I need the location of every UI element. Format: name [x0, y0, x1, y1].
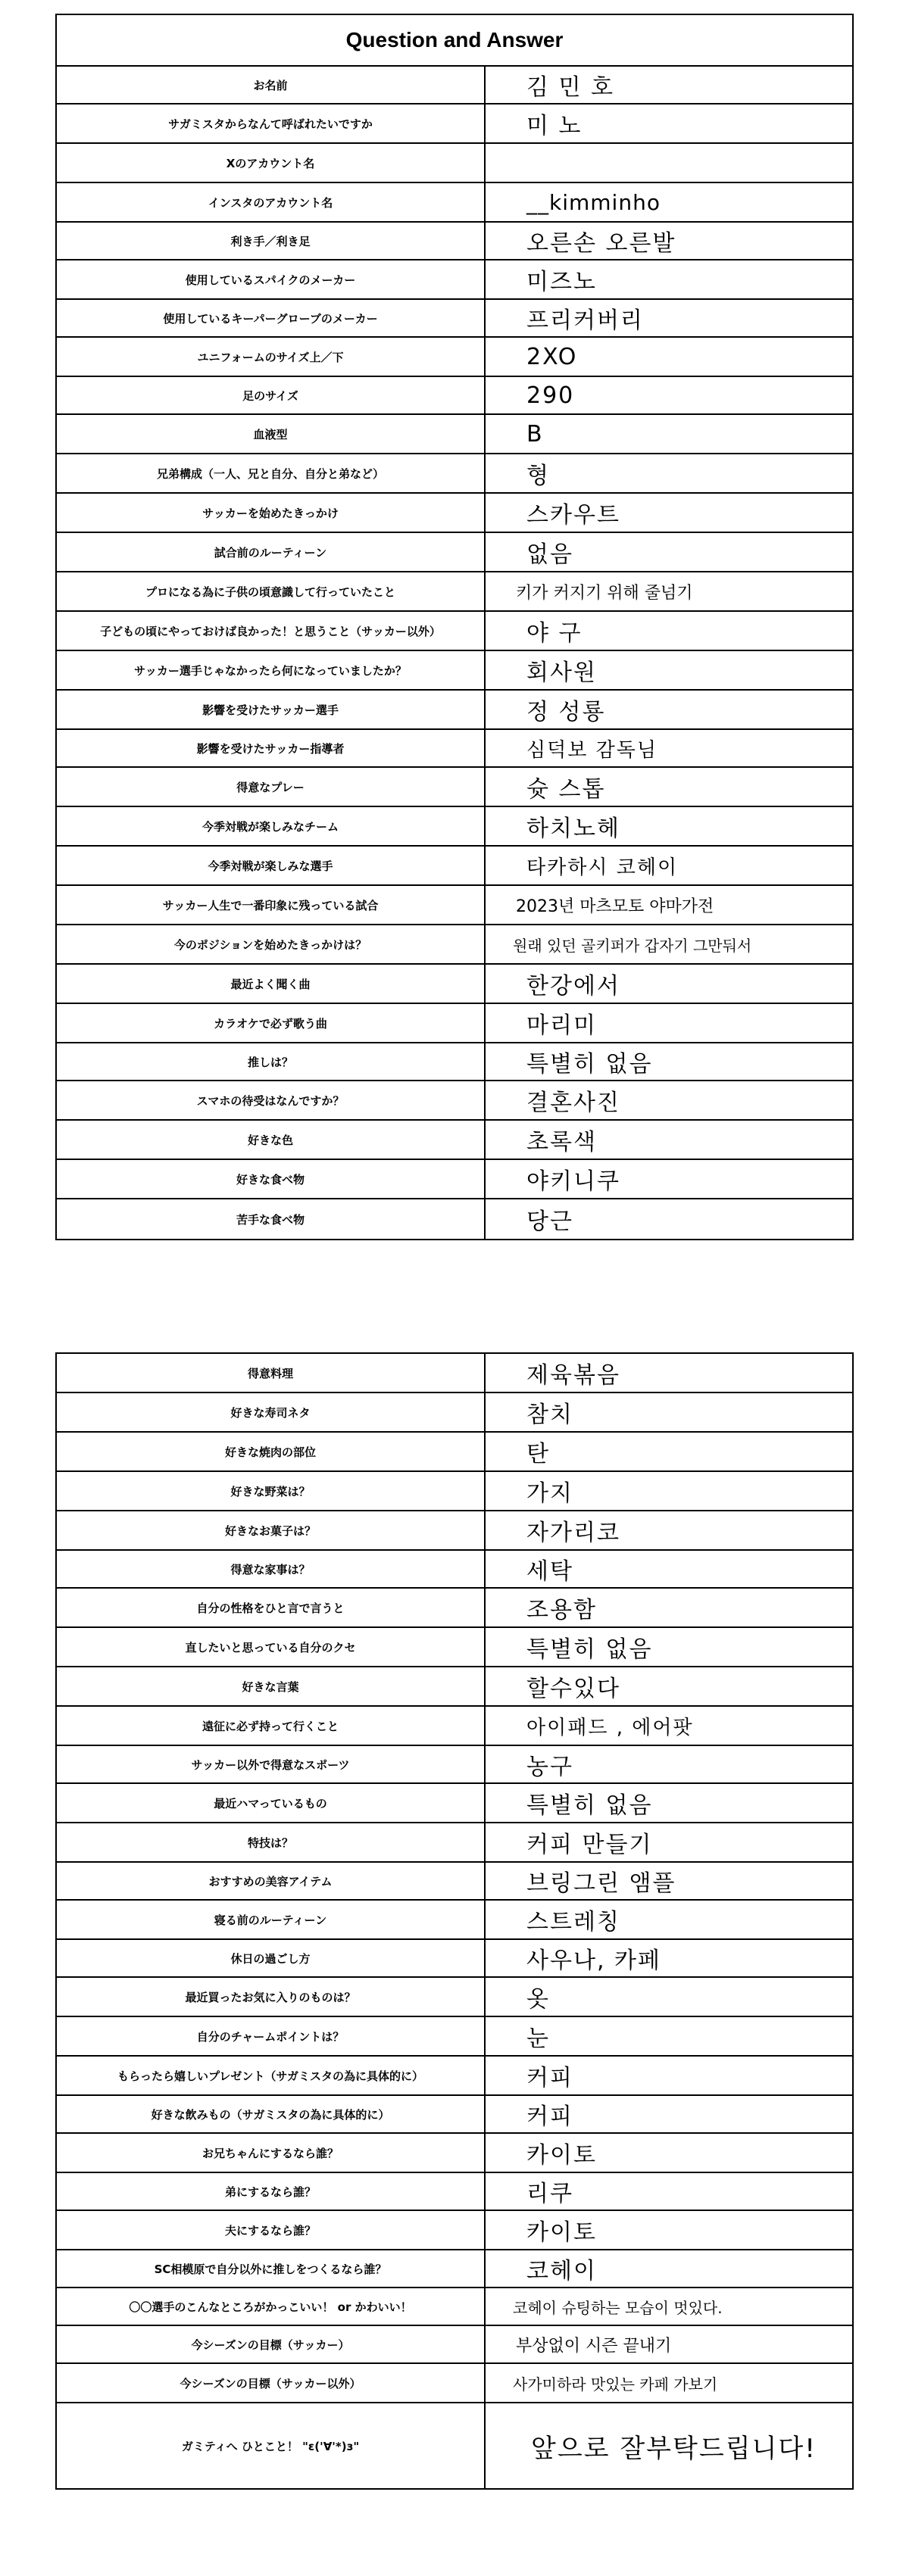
question-cell: スマホの待受はなんですか？	[57, 1081, 486, 1119]
question-cell: 兄弟構成（一人、兄と自分、自分と弟など）	[57, 454, 486, 492]
answer-cell: 코헤이	[526, 2258, 597, 2284]
qa-row	[57, 2326, 852, 2364]
question-cell: 利き手／利き足	[57, 223, 486, 259]
qa-row	[57, 2057, 852, 2096]
answer-cell: 키가 커지기 위해 줄넘기	[516, 583, 693, 603]
answer-cell: 심덕보 감독님	[526, 738, 658, 762]
question-cell: 好きな野菜は？	[57, 1472, 486, 1510]
question-cell: サッカー以外で得意なスポーツ	[57, 1746, 486, 1782]
question-cell: 好きな寿司ネタ	[57, 1393, 486, 1431]
question-cell: 好きな色	[57, 1121, 486, 1159]
qa-sheet-page-1	[55, 14, 854, 1240]
qa-row	[57, 1863, 852, 1901]
answer-cell: 커피	[526, 2065, 573, 2091]
question-cell: 今のポジションを始めたきっかけは？	[57, 925, 486, 963]
answer-cell: 눈	[526, 2026, 550, 2052]
question-cell: Xのアカウント名	[57, 144, 486, 182]
answer-cell: 정 성룡	[526, 699, 606, 725]
answer-cell: 290	[526, 382, 575, 409]
answer-cell: 특별히 없음	[526, 1792, 653, 1819]
question-cell: サッカーを始めたきっかけ	[57, 494, 486, 532]
answer-cell: 참치	[526, 1402, 573, 1428]
answer-cell: 커피 만들기	[526, 1832, 653, 1858]
qa-row	[57, 768, 852, 807]
answer-cell: 커피	[526, 2104, 573, 2130]
qa-row	[57, 1901, 852, 1940]
qa-row	[57, 1707, 852, 1746]
question-cell: 影響を受けたサッカー指導者	[57, 730, 486, 766]
answer-cell: 김 민 호	[526, 74, 615, 101]
qa-row	[57, 415, 852, 454]
qa-row	[57, 454, 852, 494]
qa-row	[57, 104, 852, 144]
answer-cell: 특별히 없음	[526, 1636, 653, 1663]
question-cell: 最近ハマっているもの	[57, 1784, 486, 1822]
qa-row	[57, 1121, 852, 1160]
answer-cell: 사가미하라 맛있는 카페 가보기	[513, 2375, 718, 2394]
question-cell: ガミティへ ひとこと！ "ε('∀'*)з"	[57, 2403, 486, 2488]
answer-cell: 앞으로 잘부탁드립니다!	[531, 2433, 817, 2464]
qa-row	[57, 2250, 852, 2288]
qa-row	[57, 2403, 852, 2488]
qa-row	[57, 1978, 852, 2017]
answer-cell: 2023년 마츠모토 야마가전	[516, 897, 714, 916]
question-cell: 血液型	[57, 415, 486, 453]
qa-row	[57, 1043, 852, 1081]
question-cell: 寝る前のルーティーン	[57, 1901, 486, 1938]
answer-cell: 자가리코	[526, 1520, 620, 1546]
qa-row	[57, 1589, 852, 1628]
answer-cell: 당근	[526, 1208, 573, 1235]
question-cell: 推しは？	[57, 1043, 486, 1080]
answer-cell: 회사원	[526, 660, 597, 686]
question-cell: 影響を受けたサッカー選手	[57, 691, 486, 728]
qa-table-1	[57, 67, 852, 1239]
question-cell: 遠征に必ず持って行くこと	[57, 1707, 486, 1745]
answer-cell: 야 구	[526, 620, 583, 647]
question-cell: 今季対戦が楽しみな選手	[57, 847, 486, 884]
question-cell: SC相模原で自分以外に推しをつくるなら誰？	[57, 2250, 486, 2287]
qa-row	[57, 1628, 852, 1667]
qa-row	[57, 2364, 852, 2403]
qa-row	[57, 925, 852, 965]
answer-cell: 카이토	[526, 2142, 597, 2169]
question-cell: 子どもの頃にやっておけば良かった！と思うこと（サッカー以外）	[57, 612, 486, 650]
answer-cell: 옷	[526, 1986, 550, 2013]
answer-cell: 스카우트	[526, 502, 620, 529]
answer-cell: 오른손 오른발	[526, 230, 676, 257]
answer-cell: 2XO	[526, 343, 578, 370]
answer-cell: 없음	[526, 541, 573, 568]
answer-cell: 슛 스톱	[526, 776, 606, 803]
qa-row	[57, 223, 852, 260]
qa-row	[57, 300, 852, 338]
answer-cell: 한강에서	[526, 973, 620, 1000]
question-cell: 自分の性格をひと言で言うと	[57, 1589, 486, 1626]
question-cell: 今季対戦が楽しみなチーム	[57, 807, 486, 845]
qa-row	[57, 965, 852, 1004]
answer-cell: 미즈노	[526, 269, 597, 295]
answer-cell: 브링그린 앰플	[526, 1870, 676, 1897]
answer-cell: 리쿠	[526, 2181, 573, 2207]
question-cell: サッカー人生で一番印象に残っている試合	[57, 886, 486, 924]
answer-cell: 제육볶음	[526, 1362, 620, 1389]
question-cell: 〇〇選手のこんなところがかっこいい！ or かわいい！	[57, 2288, 486, 2325]
question-cell: 使用しているキーパーグローブのメーカー	[57, 300, 486, 336]
qa-row	[57, 2096, 852, 2134]
question-cell: 好きな飲みもの（サガミスタの為に具体的に）	[57, 2096, 486, 2132]
qa-row	[57, 730, 852, 768]
qa-row	[57, 1004, 852, 1043]
question-cell: 得意料理	[57, 1354, 486, 1392]
answer-cell: 탄	[526, 1441, 550, 1467]
qa-row	[57, 533, 852, 572]
qa-row	[57, 1160, 852, 1199]
answer-cell: 세탁	[526, 1558, 573, 1585]
question-cell: プロになる為に子供の頃意識して行っていたこと	[57, 572, 486, 610]
qa-row	[57, 1199, 852, 1239]
question-cell: お兄ちゃんにするなら誰？	[57, 2134, 486, 2172]
qa-row	[57, 1551, 852, 1589]
qa-row	[57, 1823, 852, 1863]
question-cell: お名前	[57, 67, 486, 103]
answer-cell: 하치노헤	[526, 816, 620, 842]
answer-cell: 카이토	[526, 2219, 597, 2246]
qa-row	[57, 1081, 852, 1121]
answer-cell: 코헤이 슈팅하는 모습이 멋있다.	[513, 2298, 723, 2317]
qa-row	[57, 1393, 852, 1433]
qa-row	[57, 651, 852, 691]
answer-cell: 스트레칭	[526, 1909, 620, 1935]
qa-row	[57, 1784, 852, 1823]
qa-row	[57, 1354, 852, 1393]
answer-cell: 사우나, 카페	[526, 1948, 661, 1974]
qa-table-2	[57, 1354, 852, 2488]
answer-cell: 마리미	[526, 1012, 597, 1039]
answer-cell: 프리커버리	[526, 307, 644, 334]
question-cell: サッカー選手じゃなかったら何になっていましたか？	[57, 651, 486, 689]
qa-row	[57, 2173, 852, 2211]
answer-cell: 미 노	[526, 113, 583, 139]
question-cell: インスタのアカウント名	[57, 183, 486, 221]
qa-row	[57, 1746, 852, 1784]
question-cell: 弟にするなら誰？	[57, 2173, 486, 2210]
answer-cell: 형	[526, 463, 550, 489]
question-cell: 最近買ったお気に入りのものは？	[57, 1978, 486, 2016]
question-cell: 好きなお菓子は？	[57, 1511, 486, 1549]
question-cell: 試合前のルーティーン	[57, 533, 486, 571]
answer-cell: 가지	[526, 1480, 573, 1507]
answer-cell: __kimminho	[526, 189, 661, 215]
qa-row	[57, 886, 852, 925]
answer-cell: 할수있다	[526, 1676, 620, 1702]
qa-row	[57, 2211, 852, 2250]
question-cell: もらったら嬉しいプレゼント（サガミスタの為に具体的に）	[57, 2057, 486, 2094]
qa-row	[57, 183, 852, 223]
answer-cell: 초록색	[526, 1129, 597, 1155]
answer-cell	[486, 144, 852, 182]
qa-row	[57, 2288, 852, 2326]
qa-row	[57, 67, 852, 104]
qa-row	[57, 260, 852, 300]
question-cell: 好きな言葉	[57, 1667, 486, 1705]
qa-row	[57, 1940, 852, 1978]
question-cell: 得意な家事は？	[57, 1551, 486, 1587]
qa-row	[57, 338, 852, 377]
question-cell: ユニフォームのサイズ上／下	[57, 338, 486, 376]
question-cell: 好きな食べ物	[57, 1160, 486, 1198]
question-cell: 特技は？	[57, 1823, 486, 1861]
qa-row	[57, 807, 852, 847]
sheet-title: Question and Answer	[57, 15, 852, 67]
answer-cell: 아이패드 , 에어팟	[526, 1716, 694, 1739]
qa-row	[57, 572, 852, 612]
question-cell: カラオケで必ず歌う曲	[57, 1004, 486, 1042]
qa-row	[57, 377, 852, 415]
qa-sheet-page-2	[55, 1352, 854, 2490]
qa-row	[57, 691, 852, 730]
question-cell: 好きな焼肉の部位	[57, 1433, 486, 1470]
question-cell: 最近よく聞く曲	[57, 965, 486, 1003]
qa-row	[57, 2134, 852, 2173]
question-cell: 使用しているスパイクのメーカー	[57, 260, 486, 298]
question-cell: サガミスタからなんて呼ばれたいですか	[57, 104, 486, 142]
qa-row	[57, 2017, 852, 2057]
answer-cell: 타카하시 코헤이	[526, 856, 679, 879]
qa-row	[57, 1433, 852, 1472]
question-cell: 休日の過ごし方	[57, 1940, 486, 1976]
qa-row	[57, 494, 852, 533]
question-cell: 直したいと思っている自分のクセ	[57, 1628, 486, 1666]
answer-cell: 조용함	[526, 1597, 597, 1623]
qa-row	[57, 1472, 852, 1511]
question-cell: 得意なプレー	[57, 768, 486, 806]
question-cell: 自分のチャームポイントは？	[57, 2017, 486, 2055]
answer-cell: 원래 있던 골키퍼가 갑자기 그만둬서	[513, 936, 752, 955]
answer-cell: B	[526, 420, 544, 448]
question-cell: 足のサイズ	[57, 377, 486, 413]
answer-cell: 특별히 없음	[526, 1051, 653, 1077]
qa-row	[57, 612, 852, 651]
question-cell: 今シーズンの目標（サッカー以外）	[57, 2364, 486, 2402]
answer-cell: 농구	[526, 1754, 573, 1780]
answer-cell: 결혼사진	[526, 1090, 620, 1116]
answer-cell: 야키니쿠	[526, 1168, 620, 1195]
answer-cell: 부상없이 시즌 끝내기	[516, 2336, 672, 2356]
question-cell: おすすめの美容アイテム	[57, 1863, 486, 1899]
qa-row	[57, 144, 852, 183]
qa-row	[57, 847, 852, 886]
question-cell: 苦手な食べ物	[57, 1199, 486, 1239]
qa-row	[57, 1667, 852, 1707]
question-cell: 夫にするなら誰？	[57, 2211, 486, 2249]
qa-row	[57, 1511, 852, 1551]
question-cell: 今シーズンの目標（サッカー）	[57, 2326, 486, 2362]
